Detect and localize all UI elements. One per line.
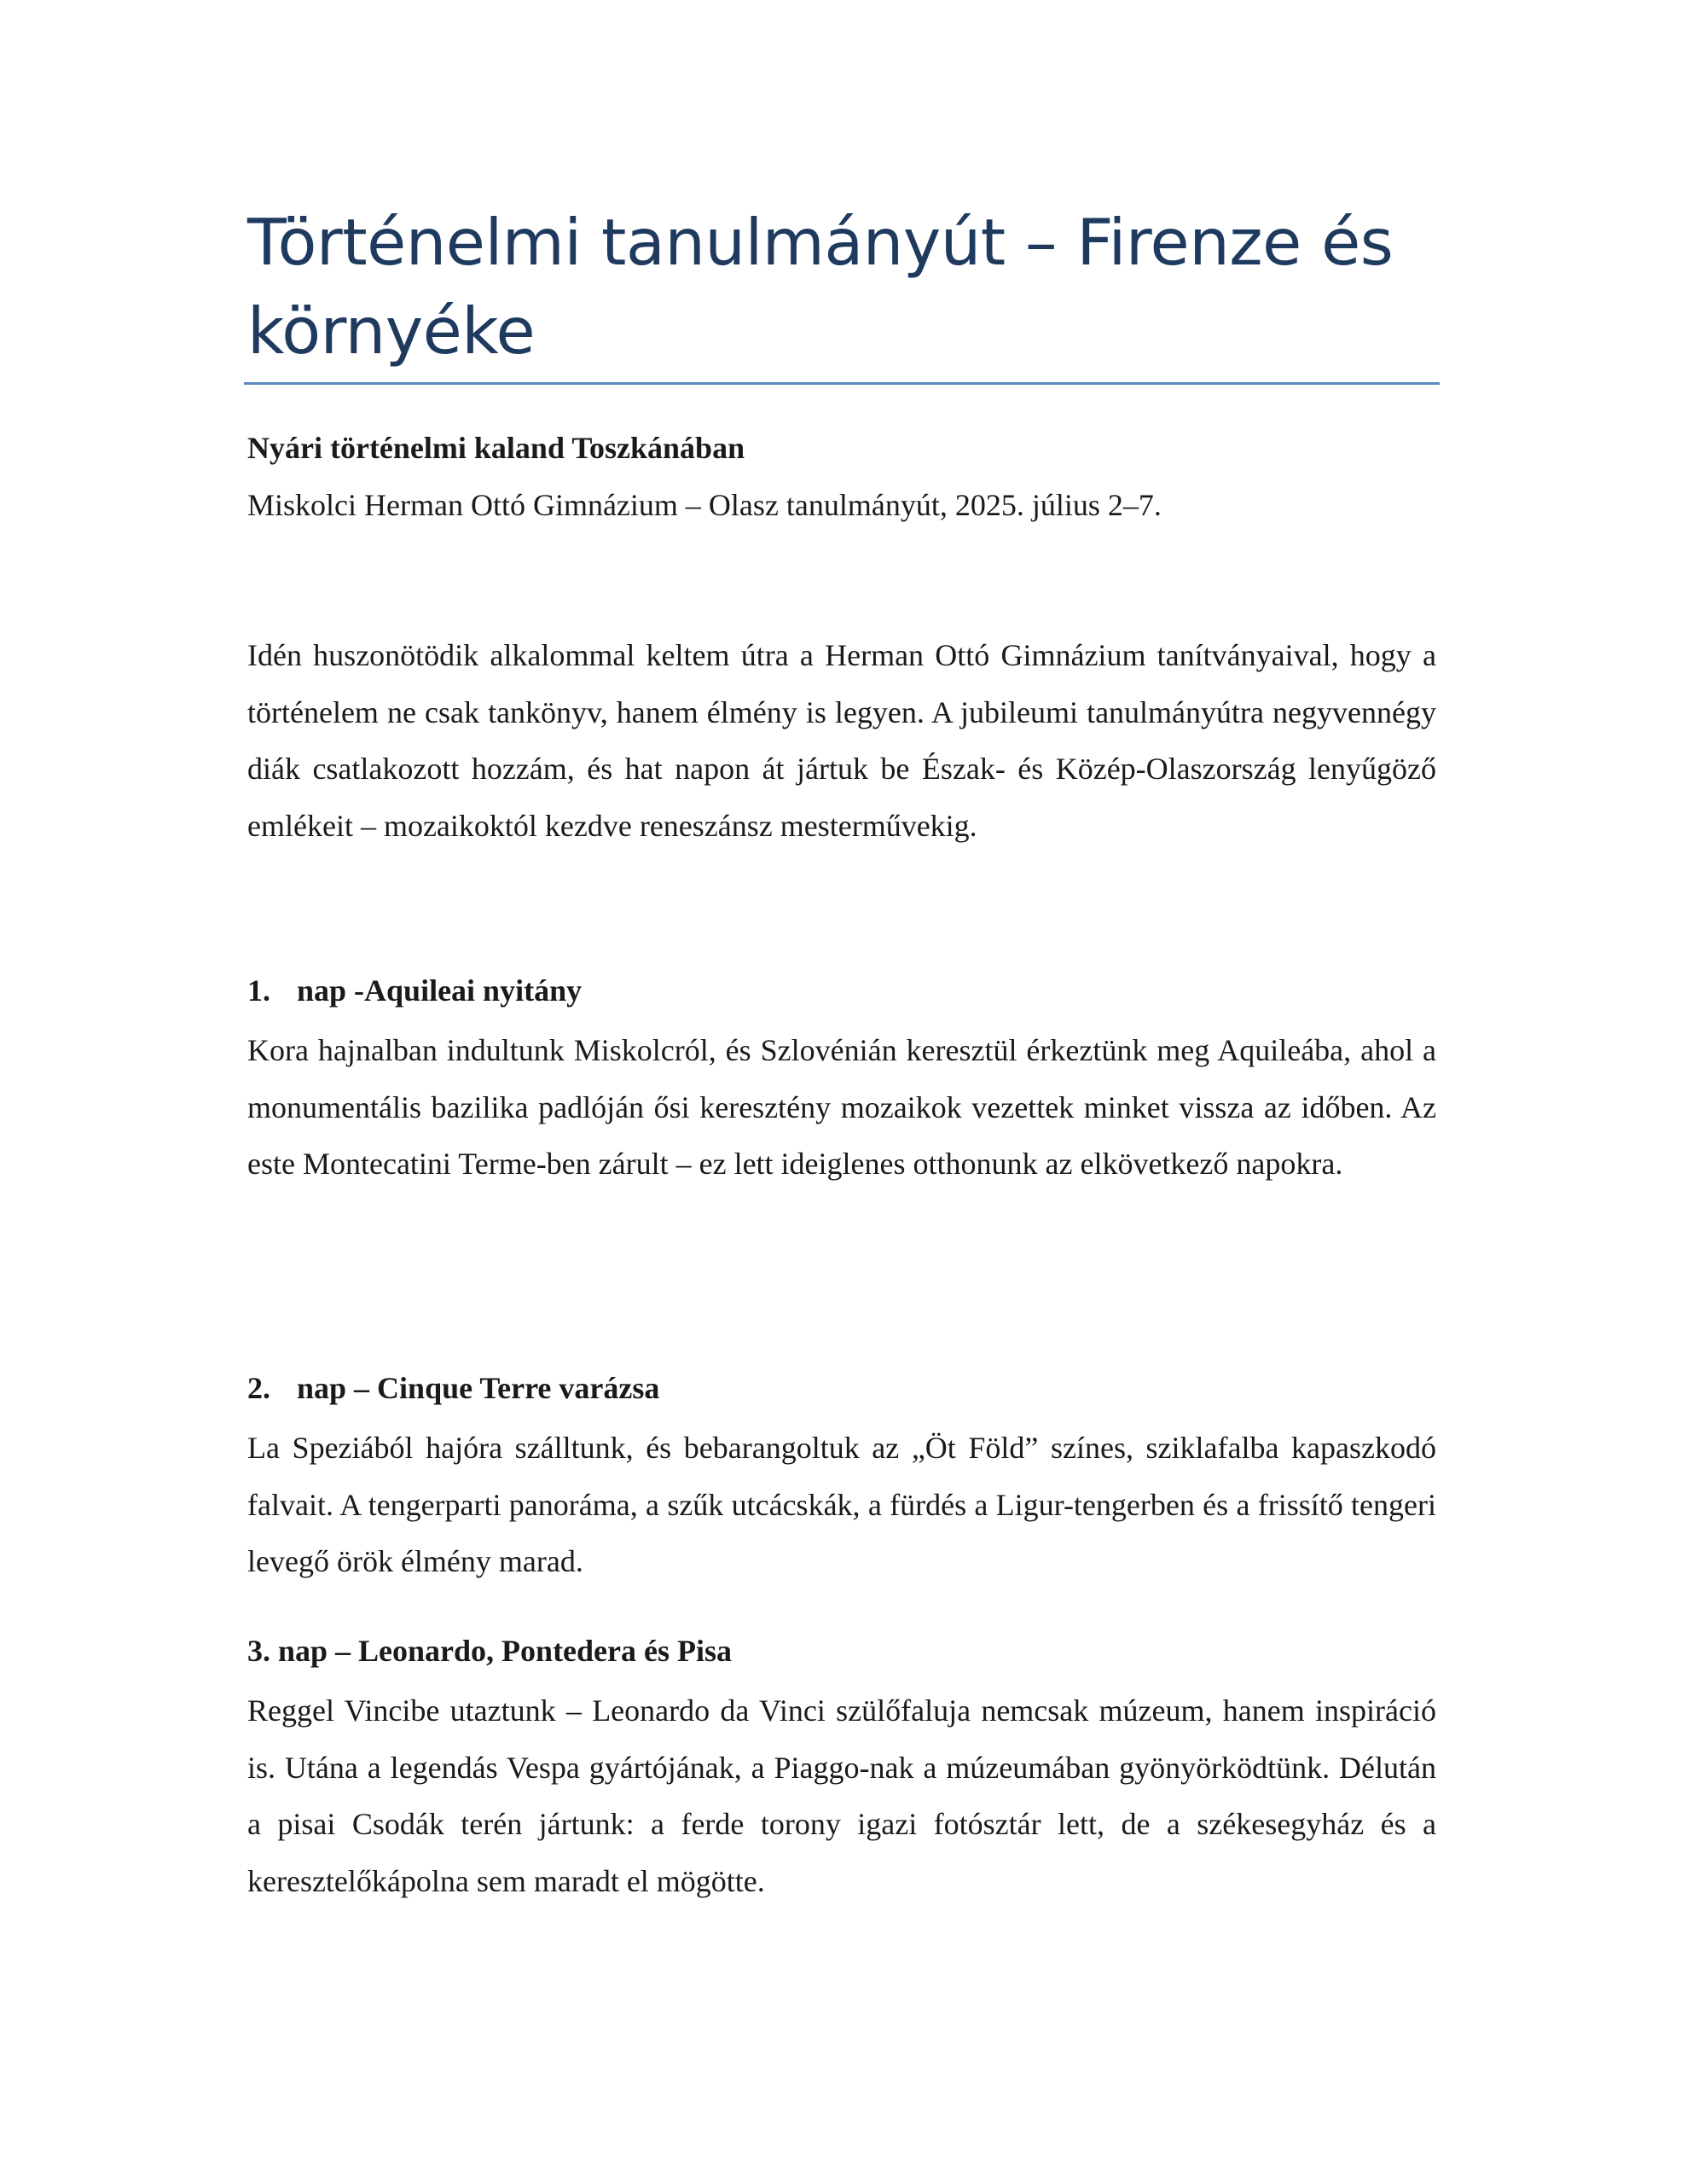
day-2-heading: [247, 1367, 659, 1409]
day-1-title: nap -Aquileai nyitány: [297, 973, 583, 1008]
day-3-paragraph: Reggel Vincibe utaztunk – Leonardo da Vinci szülőfaluja nemcsak múzeum, hanem inspiráció is. Utána a legendás Vespa gyártójának, a Piaggo-nak a múzeumában gyönyörködtünk. Délután a pisai Csodák terén jártunk: a ferde torony igazi fotósztár lett, de a székesegyház és a keresztelőkápolna sem maradt el mögötte.: [247, 1693, 1436, 1898]
document-title: Történelmi tanulmányút – Firenze és környéke: [247, 205, 1394, 369]
intro-paragraph: Idén huszonötödik alkalommal keltem útra a Herman Ottó Gimnázium tanítványaival, hogy a történelem ne csak tankönyv, hanem élmény is legyen. A jubileumi tanulmányútra negyvennégy diák csatlakozott hozzám, és hat napon át jártuk be Észak- és Közép-Olaszország lenyűgöző emlékeit – mozaikoktól kezdve reneszánsz mesterművekig.: [247, 638, 1436, 843]
trip-info: Miskolci Herman Ottó Gimnázium – Olasz tanulmányút, 2025. július 2–7.: [247, 488, 1162, 522]
day-1-number: 1.: [247, 973, 270, 1008]
day-1-paragraph: Kora hajnalban indultunk Miskolcról, és Szlovénián keresztül érkeztünk meg Aquileába, ahol a monumentális bazilika padlóján ősi keresztény mozaikok vezettek minket vissza az időben. Az este Montecatini Terme-ben zárult – ez lett ideiglenes otthonunk az elkövetkező napokra.: [247, 1033, 1436, 1181]
day-1-heading: [247, 969, 582, 1012]
day-3-heading: 3. nap – Leonardo, Pontedera és Pisa: [247, 1634, 733, 1668]
title-underline: [244, 382, 1440, 385]
day-2-number: 2.: [247, 1371, 270, 1405]
document-subtitle: Nyári történelmi kaland Toszkánában: [247, 431, 745, 465]
day-2-title: nap – Cinque Terre varázsa: [297, 1371, 660, 1405]
day-2-paragraph: La Speziából hajóra szálltunk, és bebarangoltuk az „Öt Föld” színes, sziklafalba kapaszkodó falvait. A tengerparti panoráma, a szűk utcácskák, a fürdés a Ligur-tengerben és a frissítő tengeri levegő örök élmény marad.: [247, 1431, 1436, 1578]
